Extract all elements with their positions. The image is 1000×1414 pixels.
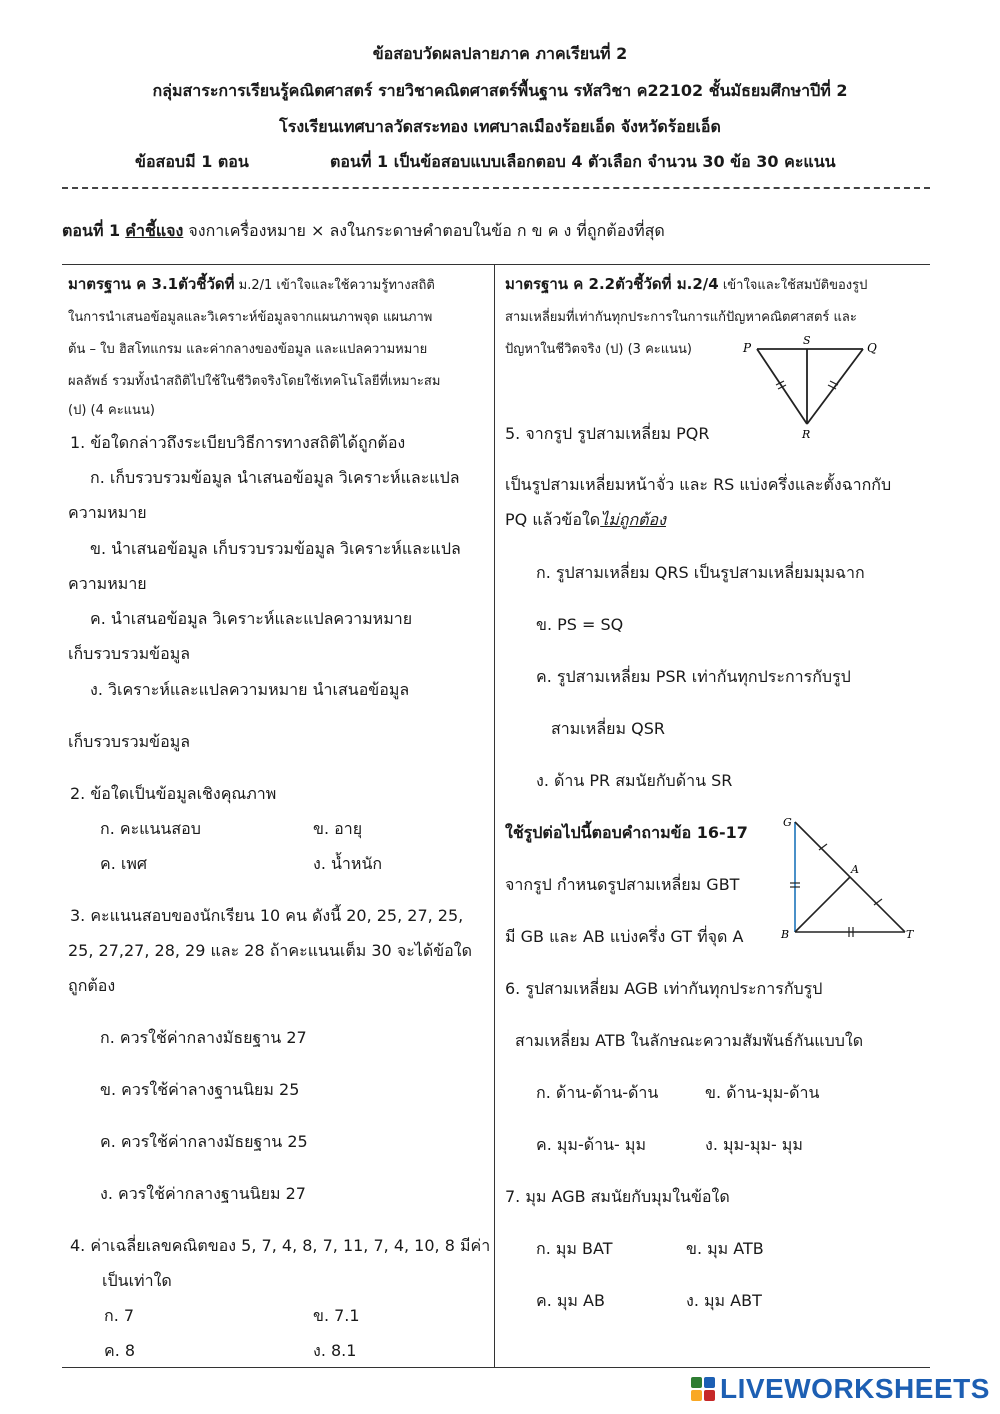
q7-option-c: ค. มุม AB bbox=[536, 1291, 605, 1310]
liveworksheets-logo[interactable] bbox=[690, 1374, 990, 1404]
segment-ab bbox=[795, 877, 850, 932]
right-standard-line-2: สามเหลี่ยมที่เท่ากันทุกประการในการแก้ปัญหาคณิตศาสตร์ และ bbox=[505, 310, 857, 325]
left-standard-line-2: ในการนำเสนอข้อมูลและวิเคราะห์ข้อมูลจากแผนภาพจุด แผนภาพ bbox=[68, 310, 433, 325]
q1-option-c: ค. นำเสนอข้อมูล วิเคราะห์และแปลความหมาย bbox=[90, 609, 413, 628]
left-standard-line-1 bbox=[68, 272, 435, 296]
q5-option-b: ข. PS = SQ bbox=[536, 615, 624, 634]
q6-option-c: ค. มุม-ด้าน- มุม bbox=[536, 1135, 647, 1154]
q4-option-d: ง. 8.1 bbox=[313, 1341, 357, 1360]
given-line-1: จากรูป กำหนดรูปสามเหลี่ยม GBT bbox=[505, 875, 740, 894]
q1-stem: 1. ข้อใดกล่าวถึงระเบียบวิธีการทางสถิติได้ถูกต้อง bbox=[70, 433, 406, 452]
q2-option-d: ง. น้ำหนัก bbox=[313, 854, 383, 873]
given-line-2: มี GB และ AB แบ่งครึ่ง GT ที่จุด A bbox=[505, 927, 744, 946]
q7-stem: 7. มุม AGB สมนัยกับมุมในข้อใด bbox=[505, 1187, 730, 1206]
q4-option-a: ก. 7 bbox=[104, 1306, 135, 1325]
q4-stem-1: 4. ค่าเฉลี่ยเลขคณิตของ 5, 7, 4, 8, 7, 11, 7, 4, 10, 8 มีค่า bbox=[70, 1236, 491, 1255]
q5-stem-3 bbox=[505, 508, 666, 533]
left-standard-line-3: ต้น – ใบ ฮิสโทแกรม และค่ากลางของข้อมูล และแปลความหมาย bbox=[68, 342, 428, 357]
q2-option-b: ข. อายุ bbox=[313, 819, 363, 838]
right-standard-line-1 bbox=[505, 272, 867, 296]
q3-option-c: ค. ควรใช้ค่ากลางมัธยฐาน 25 bbox=[100, 1132, 308, 1151]
table-bottom-border bbox=[62, 1367, 930, 1368]
q1-option-d-cont: เก็บรวบรวมข้อมูล bbox=[68, 732, 191, 751]
q2-stem: 2. ข้อใดเป็นข้อมูลเชิงคุณภาพ bbox=[70, 784, 277, 803]
triangle-gbt-figure bbox=[775, 810, 920, 945]
instruction-label: คำชี้แจง bbox=[125, 221, 184, 240]
instruction bbox=[62, 219, 665, 244]
q6-option-a: ก. ด้าน-ด้าน-ด้าน bbox=[536, 1083, 659, 1102]
side-qr bbox=[807, 349, 863, 424]
q1-option-a: ก. เก็บรวบรวมข้อมูล นำเสนอข้อมูล วิเคราะห์และแปล bbox=[90, 468, 460, 487]
vertex-t-label: T bbox=[906, 928, 914, 941]
q5-not-correct: ไม่ถูกต้อง bbox=[600, 510, 666, 529]
q1-option-b: ข. นำเสนอข้อมูล เก็บรวบรวมข้อมูล วิเคราะห์และแปล bbox=[90, 539, 461, 558]
liveworksheets-wordmark: LIVEWORKSHEETS bbox=[720, 1373, 990, 1404]
dashed-divider bbox=[62, 187, 930, 189]
q1-option-c-cont: เก็บรวบรวมข้อมูล bbox=[68, 644, 191, 663]
exam-title: ข้อสอบวัดผลปลายภาค ภาคเรียนที่ 2 bbox=[372, 44, 628, 63]
triangle-pqr-figure bbox=[735, 332, 885, 442]
column-divider bbox=[494, 264, 495, 1367]
q4-option-c: ค. 8 bbox=[104, 1341, 136, 1360]
vertex-s-label: S bbox=[803, 334, 811, 347]
left-standard-title: มาตรฐาน ค 3.1ตัวชี้วัดที่ bbox=[68, 275, 235, 293]
q5-option-c: ค. รูปสามเหลี่ยม PSR เท่ากันทุกประการกับรูป bbox=[536, 667, 851, 686]
q3-option-b: ข. ควรใช้ค่าลางฐานนิยม 25 bbox=[100, 1080, 300, 1099]
instruction-part: ตอนที่ 1 bbox=[62, 221, 121, 240]
q7-option-b: ข. มุม ATB bbox=[686, 1239, 764, 1258]
q4-stem-2: เป็นเท่าใด bbox=[102, 1271, 172, 1290]
q1-option-a-cont: ความหมาย bbox=[68, 503, 147, 522]
q5-option-c-cont: สามเหลี่ยม QSR bbox=[551, 719, 665, 738]
q1-option-b-cont: ความหมาย bbox=[68, 574, 147, 593]
q3-stem-3: ถูกต้อง bbox=[68, 976, 116, 995]
vertex-g-label: G bbox=[783, 816, 792, 829]
left-standard-line-4: ผลลัพธ์ รวมทั้งนำสถิติไปใช้ในชีวิตจริงโดยใช้เทคโนโลยีที่เหมาะสม bbox=[68, 374, 441, 389]
q5-stem-1: 5. จากรูป รูปสามเหลี่ยม PQR bbox=[505, 424, 710, 443]
use-figure-note: ใช้รูปต่อไปนี้ตอบคำถามข้อ 16-17 bbox=[505, 823, 748, 842]
q4-option-b: ข. 7.1 bbox=[313, 1306, 360, 1325]
q5-stem-3-text: PQ แล้วข้อใด bbox=[505, 510, 601, 529]
q3-stem-2: 25, 27,27, 28, 29 และ 28 ถ้าคะแนนเต็ม 30 จะได้ข้อใด bbox=[68, 941, 472, 960]
vertex-p-label: P bbox=[743, 341, 752, 355]
instruction-text: จงกาเครื่องหมาย × ลงในกระดาษคำตอบในข้อ ก ข ค ง ที่ถูกต้องที่สุด bbox=[188, 221, 665, 240]
q6-option-b: ข. ด้าน-มุม-ด้าน bbox=[705, 1083, 820, 1102]
q7-option-d: ง. มุม ABT bbox=[686, 1291, 762, 1310]
exam-parts: ข้อสอบมี 1 ตอน bbox=[135, 152, 249, 171]
q1-option-d: ง. วิเคราะห์และแปลความหมาย นำเสนอข้อมูล bbox=[90, 680, 410, 699]
exam-part-description: ตอนที่ 1 เป็นข้อสอบแบบเลือกตอบ 4 ตัวเลือก จำนวน 30 ข้อ 30 คะแนน bbox=[330, 152, 836, 171]
vertex-a-label: A bbox=[851, 863, 859, 876]
q5-option-a: ก. รูปสามเหลี่ยม QRS เป็นรูปสามเหลี่ยมมุมฉาก bbox=[536, 563, 865, 582]
vertex-b-label: B bbox=[781, 928, 790, 941]
left-standard-text: ม.2/1 เข้าใจและใช้ความรู้ทางสถิติ bbox=[238, 278, 435, 293]
q5-option-d: ง. ด้าน PR สมนัยกับด้าน SR bbox=[536, 771, 733, 790]
right-standard-text: เข้าใจและใช้สมบัติของรูป bbox=[722, 278, 868, 293]
liveworksheets-icon bbox=[690, 1376, 716, 1402]
exam-school: โรงเรียนเทศบาลวัดสระทอง เทศบาลเมืองร้อยเอ็ด จังหวัดร้อยเอ็ด bbox=[279, 117, 721, 136]
q7-option-a: ก. มุม BAT bbox=[536, 1239, 613, 1258]
q5-stem-2: เป็นรูปสามเหลี่ยมหน้าจั่ว และ RS แบ่งครึ่งและตั้งฉากกับ bbox=[505, 475, 892, 494]
q3-stem-1: 3. คะแนนสอบของนักเรียน 10 คน ดังนี้ 20, 25, 27, 25, bbox=[70, 906, 464, 925]
q2-option-a: ก. คะแนนสอบ bbox=[100, 819, 201, 838]
q2-option-c: ค. เพศ bbox=[100, 854, 148, 873]
q3-option-a: ก. ควรใช้ค่ากลางมัธยฐาน 27 bbox=[100, 1028, 307, 1047]
vertex-r-label: R bbox=[802, 428, 811, 441]
q6-stem-2: สามเหลี่ยม ATB ในลักษณะความสัมพันธ์กันแบบใด bbox=[515, 1031, 864, 1050]
q3-option-d: ง. ควรใช้ค่ากลางฐานนิยม 27 bbox=[100, 1184, 306, 1203]
right-standard-line-3: ปัญหาในชีวิตจริง (ป) (3 คะแนน) bbox=[505, 342, 692, 357]
exam-subject: กลุ่มสาระการเรียนรู้คณิตศาสตร์ รายวิชาคณิตศาสตร์พื้นฐาน รหัสวิชา ค22102 ชั้นมัธยมศึกษาปีที่ 2 bbox=[152, 81, 848, 100]
left-standard-line-5: (ป) (4 คะแนน) bbox=[68, 403, 155, 418]
vertex-q-label: Q bbox=[867, 341, 877, 355]
table-top-border bbox=[62, 264, 930, 265]
right-standard-title: มาตรฐาน ค 2.2ตัวชี้วัดที่ ม.2/4 bbox=[505, 275, 719, 293]
q6-option-d: ง. มุม-มุม- มุม bbox=[705, 1135, 803, 1154]
q6-stem-1: 6. รูปสามเหลี่ยม AGB เท่ากันทุกประการกับรูป bbox=[505, 979, 823, 998]
